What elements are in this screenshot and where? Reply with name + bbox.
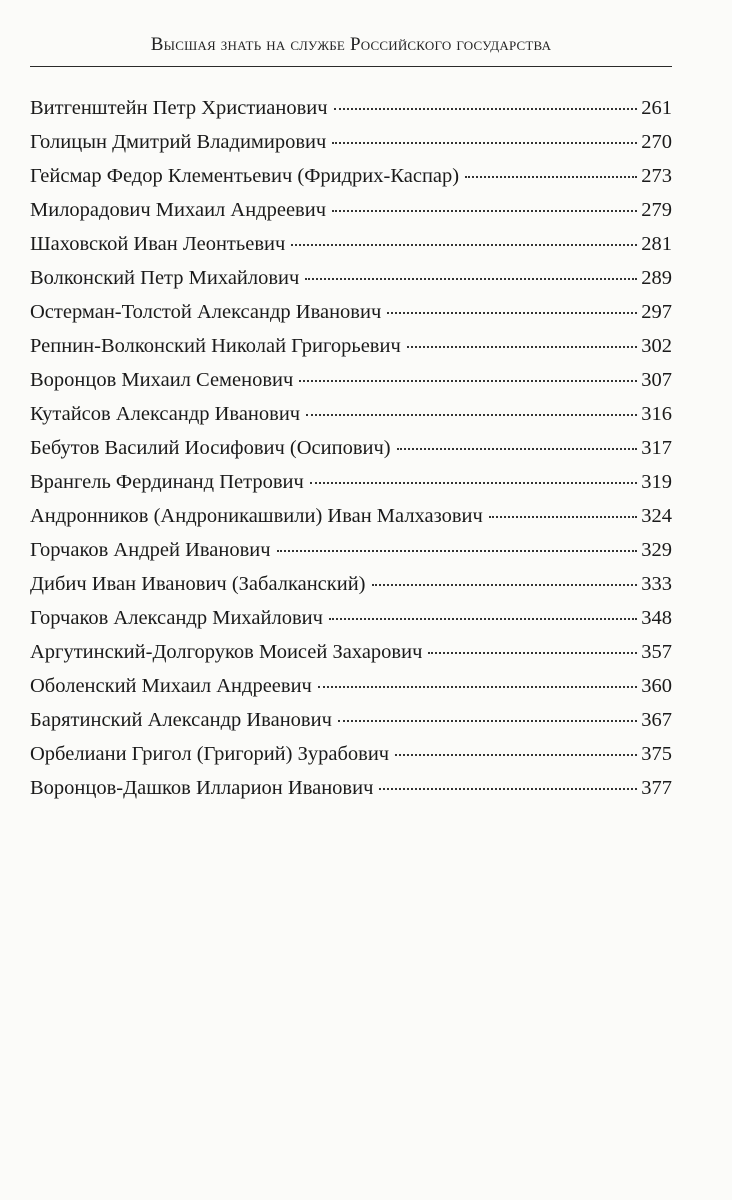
toc-entry-page: 357 (641, 641, 672, 663)
dot-leader (395, 754, 637, 756)
toc-entry-page: 316 (641, 403, 672, 425)
toc-entry-name: Голицын Дмитрий Владимирович (30, 131, 327, 153)
toc-entry (30, 295, 672, 329)
toc-entry-page: 360 (641, 675, 672, 697)
toc-entry (30, 159, 672, 193)
dot-leader (305, 278, 637, 280)
toc-entry-page: 261 (641, 97, 672, 119)
toc-entry-page: 348 (641, 607, 672, 629)
toc-entry-page: 307 (641, 369, 672, 391)
running-head: Высшая знать на службе Российского государства (150, 34, 552, 55)
toc-entry-name: Воронцов-Дашков Илларион Иванович (30, 777, 374, 799)
toc-entry (30, 431, 672, 465)
dot-leader (387, 312, 637, 314)
dot-leader (489, 516, 637, 518)
toc-entry (30, 635, 672, 669)
toc-entry-page: 289 (641, 267, 672, 289)
dot-leader (329, 618, 637, 620)
toc-entry (30, 465, 672, 499)
toc-entry-page: 375 (641, 743, 672, 765)
toc-entry-page: 367 (641, 709, 672, 731)
toc-entry-page: 333 (641, 573, 672, 595)
toc-entry (30, 261, 672, 295)
toc-entry-name: Дибич Иван Иванович (Забалканский) (30, 573, 366, 595)
toc-entry-name: Кутайсов Александр Иванович (30, 403, 301, 425)
dot-leader (372, 584, 638, 586)
dot-leader (407, 346, 637, 348)
toc-entry (30, 567, 672, 601)
toc-entry-name: Орбелиани Григол (Григорий) Зурабович (30, 743, 390, 765)
toc-entry-name: Бебутов Василий Иосифович (Осипович) (30, 437, 391, 459)
toc-entry (30, 737, 672, 771)
toc-entry-page: 302 (641, 335, 672, 357)
header-divider (30, 66, 672, 67)
toc-entry-page: 281 (641, 233, 672, 255)
dot-leader (397, 448, 638, 450)
toc-entry-name: Милорадович Михаил Андреевич (30, 199, 327, 221)
toc-entry (30, 397, 672, 431)
toc-entry-name: Репнин-Волконский Николай Григорьевич (30, 335, 401, 357)
toc-entry (30, 669, 672, 703)
toc-entry-name: Витгенштейн Петр Христианович (30, 97, 328, 119)
toc-entry (30, 125, 672, 159)
toc-entry-name: Остерман-Толстой Александр Иванович (30, 301, 382, 323)
dot-leader (277, 550, 638, 552)
toc-entry-name: Шаховской Иван Леонтьевич (30, 233, 286, 255)
toc-entry-page: 377 (641, 777, 672, 799)
toc-entry (30, 601, 672, 635)
toc-entry (30, 193, 672, 227)
toc-entry-page: 273 (641, 165, 672, 187)
toc-entry-page: 319 (641, 471, 672, 493)
dot-leader (299, 380, 637, 382)
toc-entry-name: Барятинский Александр Иванович (30, 709, 332, 731)
toc-entry-name: Гейсмар Федор Клементьевич (Фридрих-Каспар) (30, 165, 460, 187)
dot-leader (334, 108, 638, 110)
toc-entry (30, 227, 672, 261)
dot-leader (428, 652, 637, 654)
toc-entry (30, 329, 672, 363)
dot-leader (318, 686, 637, 688)
toc-entry-name: Аргутинский-Долгоруков Моисей Захарович (30, 641, 423, 663)
toc-entry (30, 771, 672, 805)
dot-leader (379, 788, 637, 790)
toc-entry-page: 324 (641, 505, 672, 527)
toc-entry (30, 363, 672, 397)
toc-entry-name: Горчаков Александр Михайлович (30, 607, 323, 629)
toc-entry-name: Андронников (Андроникашвили) Иван Малхазович (30, 505, 483, 527)
dot-leader (306, 414, 637, 416)
dot-leader (465, 176, 637, 178)
toc-entry-name: Врангель Фердинанд Петрович (30, 471, 304, 493)
toc-entry-page: 279 (641, 199, 672, 221)
table-of-contents (30, 91, 672, 805)
dot-leader (338, 720, 637, 722)
toc-entry-name: Воронцов Михаил Семенович (30, 369, 294, 391)
toc-entry-name: Оболенский Михаил Андреевич (30, 675, 312, 697)
dot-leader (332, 210, 637, 212)
toc-entry-page: 270 (641, 131, 672, 153)
toc-entry-page: 329 (641, 539, 672, 561)
toc-entry-name: Волконский Петр Михайлович (30, 267, 300, 289)
toc-entry-name: Горчаков Андрей Иванович (30, 539, 271, 561)
toc-entry (30, 499, 672, 533)
toc-entry-page: 317 (641, 437, 672, 459)
dot-leader (310, 482, 637, 484)
toc-entry-page: 297 (641, 301, 672, 323)
dot-leader (291, 244, 637, 246)
toc-entry (30, 533, 672, 567)
toc-entry (30, 91, 672, 125)
toc-entry (30, 703, 672, 737)
dot-leader (332, 142, 637, 144)
